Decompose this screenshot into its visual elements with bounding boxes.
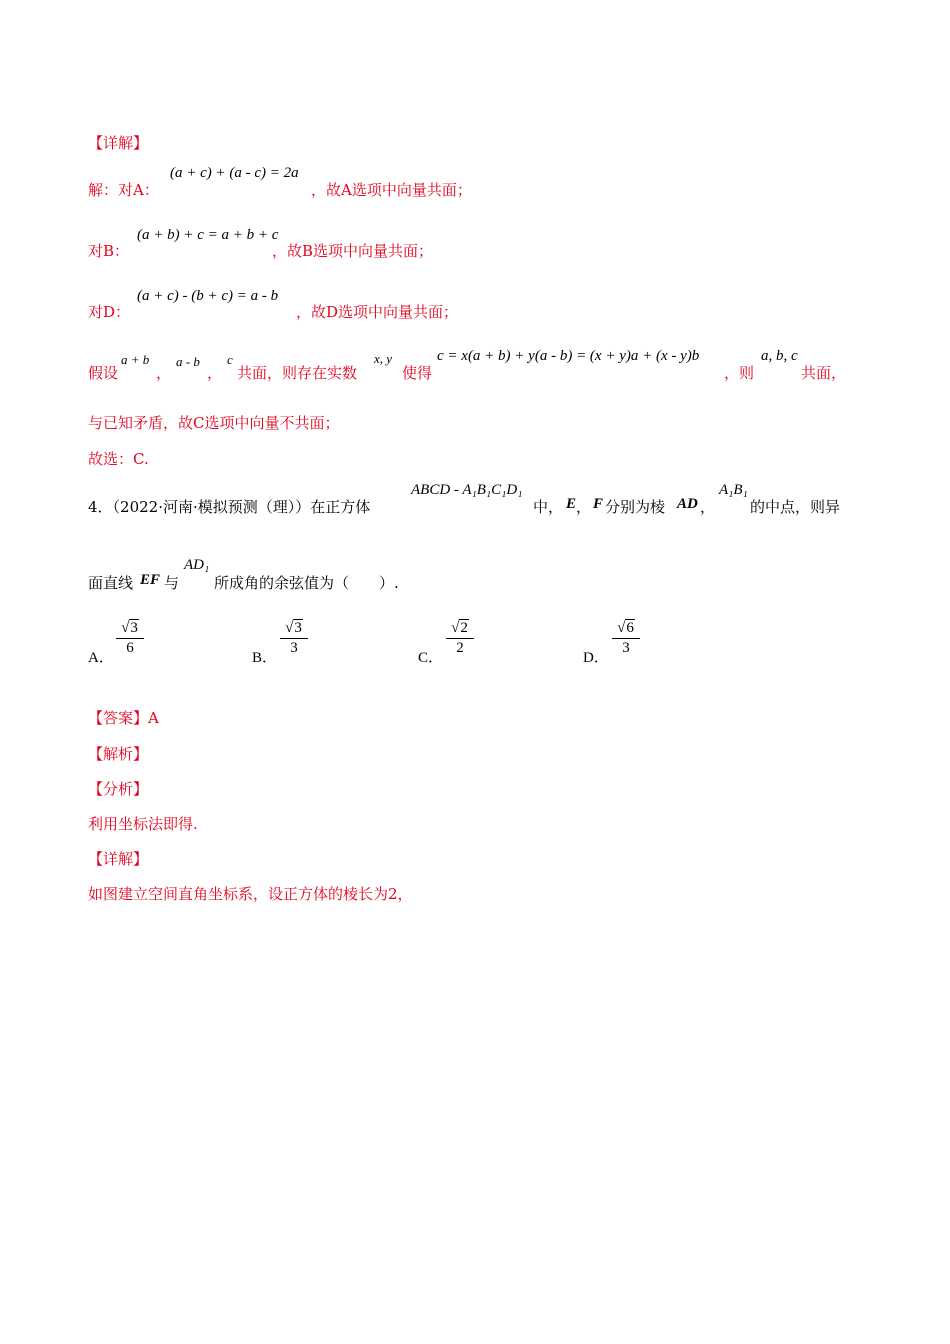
option-a-radicand: 3 [130,620,138,636]
line-d-suffix: ，故D选项中向量共面； [296,303,459,321]
question-4-stem-3: ， [576,498,592,516]
question-4-stem2-1: 面直线 [88,574,134,592]
choose-line: 故选：C. [88,450,149,468]
detail-heading-2: 【详解】 [88,850,149,868]
assume-text-5: 共面， [801,364,847,382]
line-b-formula: (a + b) + c = a + b + c [137,227,279,243]
line-b-suffix: ，故B选项中向量共面； [272,242,434,260]
line-a-formula: (a + c) + (a - c) = 2a [170,165,299,181]
option-a-value: √3 6 [116,620,144,657]
edge-ad: AD [677,496,698,512]
coordinate-setup-line: 如图建立空间直角坐标系，设正方体的棱长为2， [88,885,413,903]
option-c-label: C． [418,650,444,666]
option-b-value: √3 3 [280,620,308,657]
cube-name: ABCD - A₁B₁C₁D₁ [411,482,523,498]
line-b-prefix: 对B： [88,242,130,260]
option-d-denominator: 3 [622,640,630,656]
edge-a1b1: A₁B₁ [719,482,748,498]
assume-vector-a-plus-b: a + b [121,352,150,367]
line-option-a [88,179,159,200]
option-b-radicand: 3 [294,620,302,636]
assume-linear-combination: c = x(a + b) + y(a - b) = (x + y)a + (x - y)b [437,348,700,364]
answer-line: 【答案】A [88,709,159,727]
option-c-denominator: 2 [456,640,464,656]
question-4-stem2-3: 所成角的余弦值为（ ）. [214,574,399,592]
option-b-denominator: 3 [290,640,298,656]
line-d-prefix: 对D： [88,303,131,321]
assume-vector-c: c [227,352,233,367]
question-4-stem-4: 分别为棱 [605,498,666,516]
line-a-suffix: ，故A选项中向量共面； [311,181,472,199]
line-a-prefix: 解：对A： [88,181,159,199]
assume-vector-a-minus-b: a - b [176,354,200,369]
analysis-heading: 【解析】 [88,745,149,763]
option-a-denominator: 6 [126,640,134,656]
option-d-radicand: 6 [626,620,634,636]
option-b-label: B． [252,650,278,666]
option-d-value: √6 3 [612,620,640,657]
fenxi-text: 利用坐标法即得. [88,815,198,833]
option-c-radicand: 2 [460,620,468,636]
point-f: F [593,496,604,512]
line-ad1: AD₁ [184,557,210,573]
contradiction-line: 与已知矛盾，故C选项中向量不共面； [88,414,340,432]
assume-comma-2: ， [207,364,223,382]
fenxi-heading: 【分析】 [88,780,149,798]
line-option-d [88,301,130,322]
line-option-b [88,240,129,261]
question-4-stem-2: 中， [533,498,564,516]
assume-text-1: 假设 [88,364,119,382]
assume-vectors-abc: a, b, c [761,348,798,364]
assume-real-xy: x, y [374,351,393,366]
detail-heading: 【详解】 [88,134,149,152]
option-a-label: A． [88,650,114,666]
question-4-stem-5: ， [700,498,716,516]
assume-text-2: 共面，则存在实数 [237,364,358,382]
point-e: E [566,496,577,512]
question-4-stem-1: 4．（2022·河南·模拟预测（理））在正方体 [88,498,371,516]
assume-text-3: 使得 [402,364,433,382]
assume-text-4: ，则 [724,364,755,382]
option-d-label: D． [583,650,609,666]
option-c-value: √2 2 [446,620,474,657]
line-ef: EF [140,572,161,588]
line-d-formula: (a + c) - (b + c) = a - b [137,288,279,304]
assume-comma-1: ， [156,364,172,382]
question-4-stem-6: 的中点，则异 [750,498,841,516]
question-4-stem2-2: 与 [164,574,180,592]
